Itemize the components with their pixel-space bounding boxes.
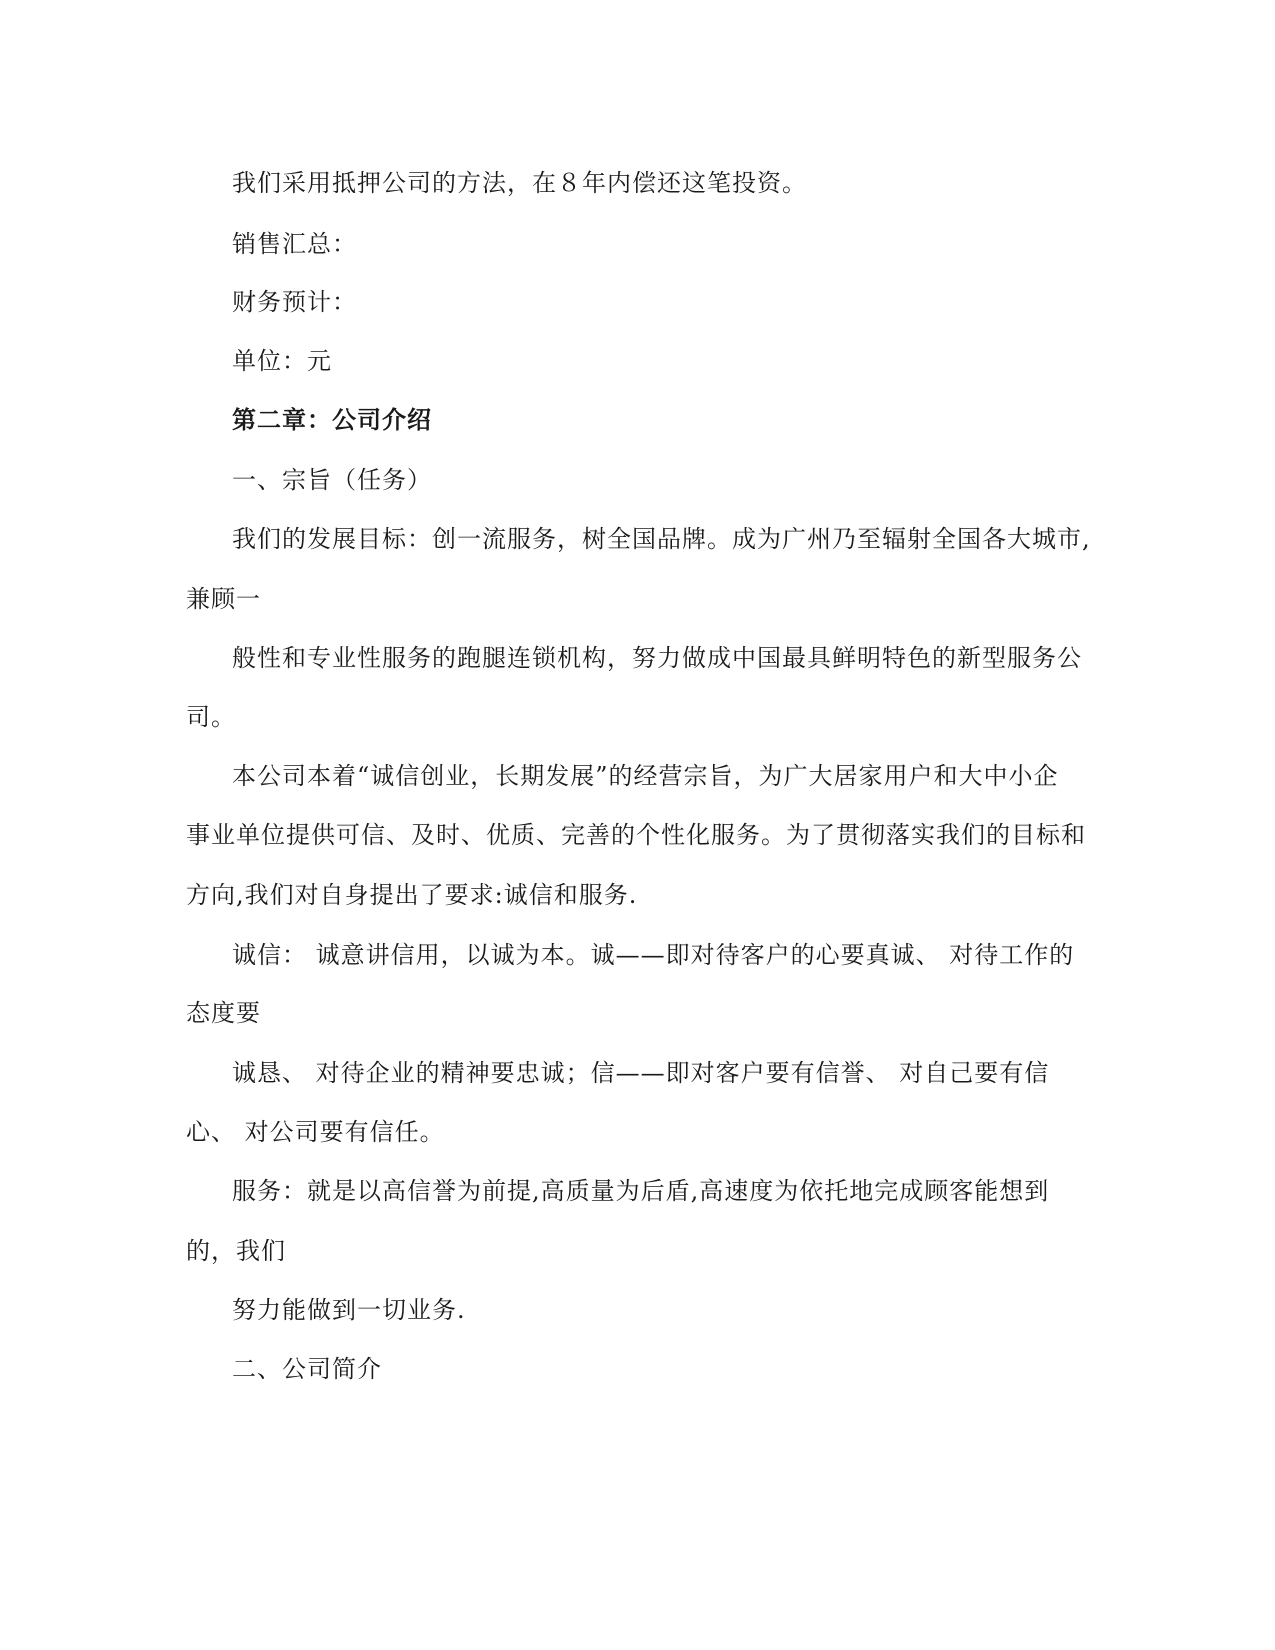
paragraph-integrity-line4: 心、 对公司要有信任。 xyxy=(186,1118,445,1146)
paragraph-integrity-line1: 诚信： 诚意讲信用，以诚为本。诚——即对待客户的心要真诚、 对待工作的 xyxy=(232,941,1075,969)
paragraph-integrity-line3: 诚恳、 对待企业的精神要忠诚；信——即对客户要有信誉、 对自己要有信 xyxy=(232,1059,1050,1087)
paragraph-principle-line2: 事业单位提供可信、及时、优质、完善的个性化服务。为了贯彻落实我们的目标和 xyxy=(186,821,1086,849)
paragraph-goal-line4: 司。 xyxy=(186,703,236,731)
label-unit: 单位：元 xyxy=(232,347,332,375)
section-heading-mission: 一、宗旨（任务） xyxy=(232,466,432,494)
label-sales-summary: 销售汇总： xyxy=(232,230,357,258)
label-financial-forecast: 财务预计： xyxy=(232,288,357,316)
paragraph-goal-line2: 兼顾一 xyxy=(186,585,261,613)
paragraph-service-line2: 的，我们 xyxy=(186,1237,286,1265)
paragraph-service-line1: 服务：就是以高信誉为前提,高质量为后盾,高速度为依托地完成顾客能想到 xyxy=(232,1177,1050,1205)
paragraph-integrity-line2: 态度要 xyxy=(186,999,261,1027)
section-heading-profile: 二、公司简介 xyxy=(232,1355,382,1383)
paragraph-principle-line3: 方向,我们对自身提出了要求:诚信和服务. xyxy=(186,881,638,909)
paragraph-service-line3: 努力能做到一切业务. xyxy=(232,1296,466,1324)
chapter-heading: 第二章：公司介绍 xyxy=(232,405,432,434)
paragraph-principle-line1: 本公司本着“诚信创业，长期发展”的经营宗旨，为广大居家用户和大中小企 xyxy=(232,762,1059,790)
paragraph-goal-line3: 般性和专业性服务的跑腿连锁机构，努力做成中国最具鲜明特色的新型服务公 xyxy=(232,644,1082,672)
paragraph-repayment: 我们采用抵押公司的方法，在８年内偿还这笔投资。 xyxy=(232,169,807,197)
paragraph-goal-line1: 我们的发展目标：创一流服务，树全国品牌。成为广州乃至辐射全国各大城市, xyxy=(232,525,1091,553)
